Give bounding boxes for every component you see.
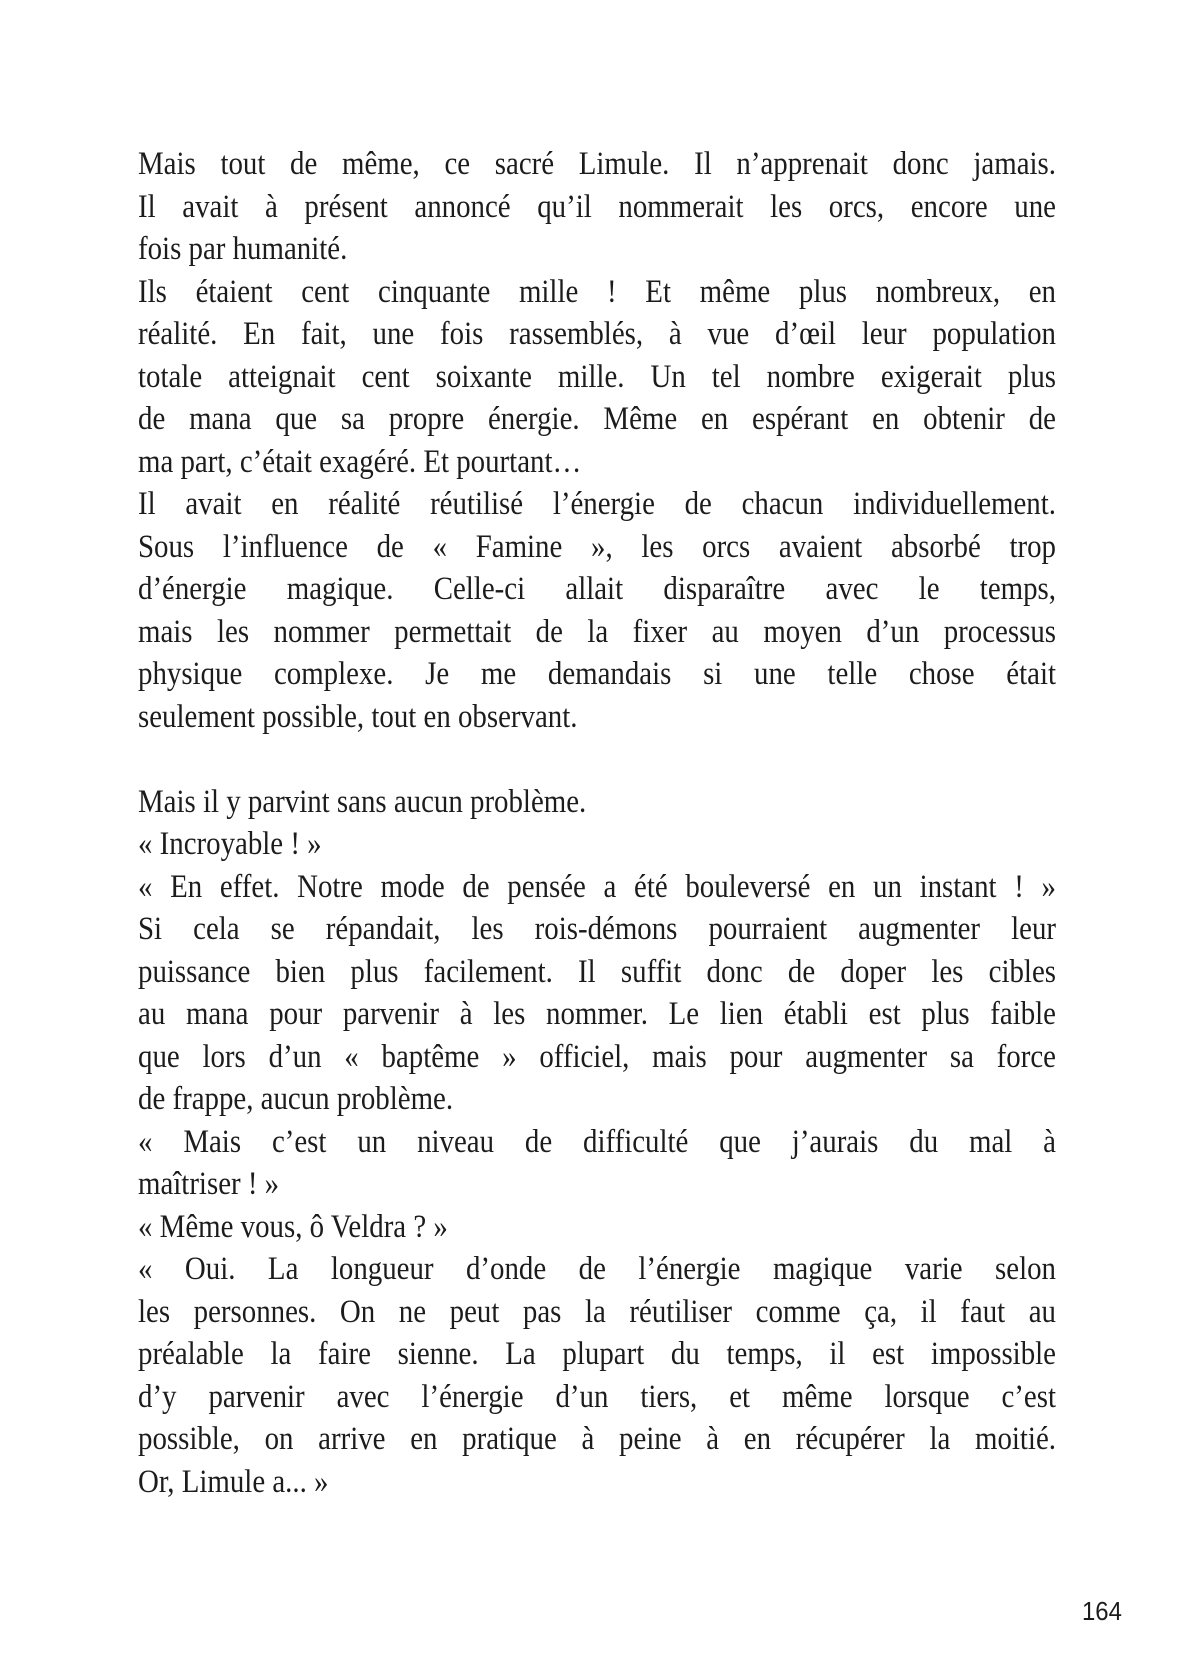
text-line [138,441,1056,484]
text-line-content: les personnes. On ne peut pas la réutiliser comme ça, il faut au [138,1293,1056,1330]
text-line-content: Ils étaient cent cinquante mille ! Et même plus nombreux, en [138,273,1056,310]
text-line [138,1418,1056,1461]
text-line-content: de frappe, aucun problème. [138,1081,454,1117]
text-line-content: « En effet. Notre mode de pensée a été bouleversé en un instant ! » [138,868,1056,905]
text-line-content: au mana pour parvenir à les nommer. Le lien établi est plus faible [138,996,1056,1032]
text-line [138,993,1056,1036]
text-line [138,1291,1056,1334]
text-line-content: « Oui. La longueur d’onde de l’énergie magique varie selon [138,1251,1056,1287]
text-line [138,611,1056,654]
text-line [138,866,1056,909]
text-line-content: mais les nommer permettait de la fixer au moyen d’un processus [138,613,1056,650]
text-line-content: puissance bien plus facilement. Il suffit donc de doper les cibles [138,953,1056,990]
text-line [138,271,1056,314]
text-line [138,1163,1056,1206]
text-line-content: de mana que sa propre énergie. Même en espérant en obtenir de [138,401,1056,437]
text-line [138,526,1056,569]
text-line-content: Sous l’influence de « Famine », les orcs avaient absorbé trop [138,528,1056,565]
text-line-content: totale atteignait cent soixante mille. Un tel nombre exigerait plus [138,358,1056,395]
text-line-content: « Même vous, ô Veldra ? » [138,1208,448,1245]
text-line [138,1461,1056,1504]
text-line-content: Si cela se répandait, les rois-démons pourraient augmenter leur [138,911,1056,947]
text-line [138,568,1056,611]
text-line [138,696,1056,739]
text-line [138,228,1056,271]
text-line [138,143,1056,186]
text-line-content: ma part, c’était exagéré. Et pourtant… [138,443,582,480]
page-number: 164 [1082,1596,1122,1626]
text-line-content: seulement possible, tout en observant. [138,698,578,735]
text-line [138,781,1056,824]
text-line [138,908,1056,951]
text-line [138,1248,1056,1291]
text-line-content: « Mais c’est un niveau de difficulté que j’aurais du mal à [138,1123,1056,1160]
text-line-content: « Incroyable ! » [138,826,322,862]
text-line-content: réalité. En fait, une fois rassemblés, à vue d’œil leur population [138,316,1056,352]
text-line-content: Il avait à présent annoncé qu’il nommerait les orcs, encore une [138,188,1056,225]
text-line-content: possible, on arrive en pratique à peine à en récupérer la moitié. [138,1421,1056,1457]
text-line-content: maîtriser ! » [138,1166,280,1202]
text-line-content: que lors d’un « baptême » officiel, mais pour augmenter sa force [138,1038,1056,1075]
text-line-content: d’énergie magique. Celle-ci allait disparaître avec le temps, [138,571,1056,607]
text-line [138,1036,1056,1079]
text-line-content: d’y parvenir avec l’énergie d’un tiers, et même lorsque c’est [138,1378,1056,1415]
text-line [138,398,1056,441]
body-text [138,143,1056,1503]
text-line [138,483,1056,526]
text-line [138,313,1056,356]
text-line [138,1376,1056,1419]
text-line [138,186,1056,229]
blank-line [138,738,1056,781]
text-line [138,1121,1056,1164]
text-line [138,1333,1056,1376]
text-line [138,1206,1056,1249]
text-line [138,1078,1056,1121]
text-line-content: fois par humanité. [138,231,348,267]
text-line [138,823,1056,866]
text-line [138,356,1056,399]
text-line [138,951,1056,994]
text-line-content: préalable la faire sienne. La plupart du temps, il est impossible [138,1336,1056,1372]
text-line [138,653,1056,696]
text-line-content: physique complexe. Je me demandais si une telle chose était [138,656,1056,692]
text-line-content: Il avait en réalité réutilisé l’énergie de chacun individuellement. [138,486,1056,522]
text-line-content: Mais il y parvint sans aucun problème. [138,783,587,820]
text-line-content: Mais tout de même, ce sacré Limule. Il n’apprenait donc jamais. [138,146,1056,182]
text-line-content: Or, Limule a... » [138,1463,329,1500]
